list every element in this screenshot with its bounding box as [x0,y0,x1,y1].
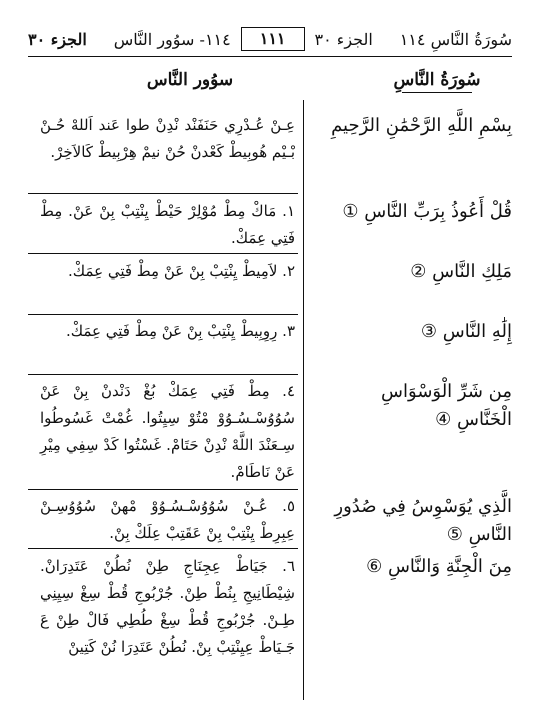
row-separator [28,548,298,549]
juz-label: الجزء ٣٠ [28,29,87,49]
translation-text: ٢. لاَمِيطْ يِنْتِبْ بِنْ عَنْ مِطْ فَتِي عِمَكْ. [68,262,295,280]
arabic-verse: قُلْ أَعُوذُ بِرَبِّ النَّاسِ ① [342,201,512,222]
header-center [114,27,373,51]
arabic-verse: مِن شَرِّ الْوَسْوَاسِ الْخَنَّاسِ ④ [381,381,512,430]
arabic-verse: بِسْمِ اللَّهِ الرَّحْمَٰنِ الرَّحِيمِ [331,115,512,136]
row-separator [28,193,298,194]
arabic-column-title: سُورَةُ النَّاسِ [362,70,512,93]
page-number: ١١١ [241,27,305,51]
arabic-verse: مِنَ الْجِنَّةِ وَالنَّاسِ ⑥ [366,556,512,577]
column-divider [303,100,304,700]
translation-text: ٤. مِطْ فَتِي عِمَكْ بُغْ دَنْدنْ بِنْ عَنْ سُوُوُسْـسُـوُوْ مْتُوْ سِيِتُوا. غُمْتْ غَسُوطُوا سِـعَنْدَ اللَّهْ نْدِنْ حَتَامْ. غَسْتُوا كَدْ سِفِي مِيْرِ عَنْ نَاطَامْ. [40,382,295,481]
translation-surah-header: ١١٤- سوُور النَّاس [113,29,231,49]
juz-label-center: الجزء ٣٠ [314,29,373,49]
translation-text: ٦. جَيَاطْ عِجِنَاجِ طِنْ نُطُنْ عَتَدِرَانْ. شِيْطَانِيجِ بِنُطْ طِنْ. جُرْبُوجِ قُطْ سِغْ سِيِنِي طِـنْ. جُرْبُوجِ قُطْ سِغْ طُطِي فَالْ طِنْ عَ جَـيَاطْ عِيِنْتِبْ بِنْ. نُطُنْ عَتَدِرَا نُنْ كَتِينْ [40,557,295,656]
arabic-verse: إِلَٰهِ النَّاسِ ③ [420,321,512,342]
row-separator [28,314,298,315]
row-separator [28,374,298,375]
arabic-verse: مَلِكِ النَّاسِ ② [410,261,512,282]
translation-text: ٣. رِوِبِيطْ يِنْتِبْ بِنْ عَنْ مِطْ فَتِي عِمَكْ. [65,322,295,340]
translation-text: ٥. عُـنْ سُوُوُسْـسُـوُوْ مْهنْ سُوُوُسِـنْ عِبِرِطْ يِنْتِبْ بِنْ عَقَتِبْ عِلَكْ بِنْ. [40,497,295,542]
surah-header-label: سُورَةُ النَّاسِ ١١٤ [399,29,512,49]
translation-column-title: سوُور النَّاس [146,70,234,90]
translation-text: ١. مَاكْ مِطْ مُوْلِرْ حَيْطْ يِنْتِبْ بِنْ عَنْ. مِطْ فَتِي عِمَكْ. [40,202,295,247]
row-separator [28,253,298,254]
translation-text: عِـنْ عُـدْرِي حَنَفَنْد نْدِنْ طوا عَند اَللهْ حُـنْ بْـيْم هُوبِيطْ كَعْدنْ حُنْ نيمْ هِرْبِيطْ كَالاَخِرْ. [40,116,295,161]
running-header [28,22,512,57]
row-separator [28,489,298,490]
arabic-verse: الَّذِي يُوَسْوِسُ فِي صُدُورِ النَّاسِ ⑤ [334,496,512,545]
